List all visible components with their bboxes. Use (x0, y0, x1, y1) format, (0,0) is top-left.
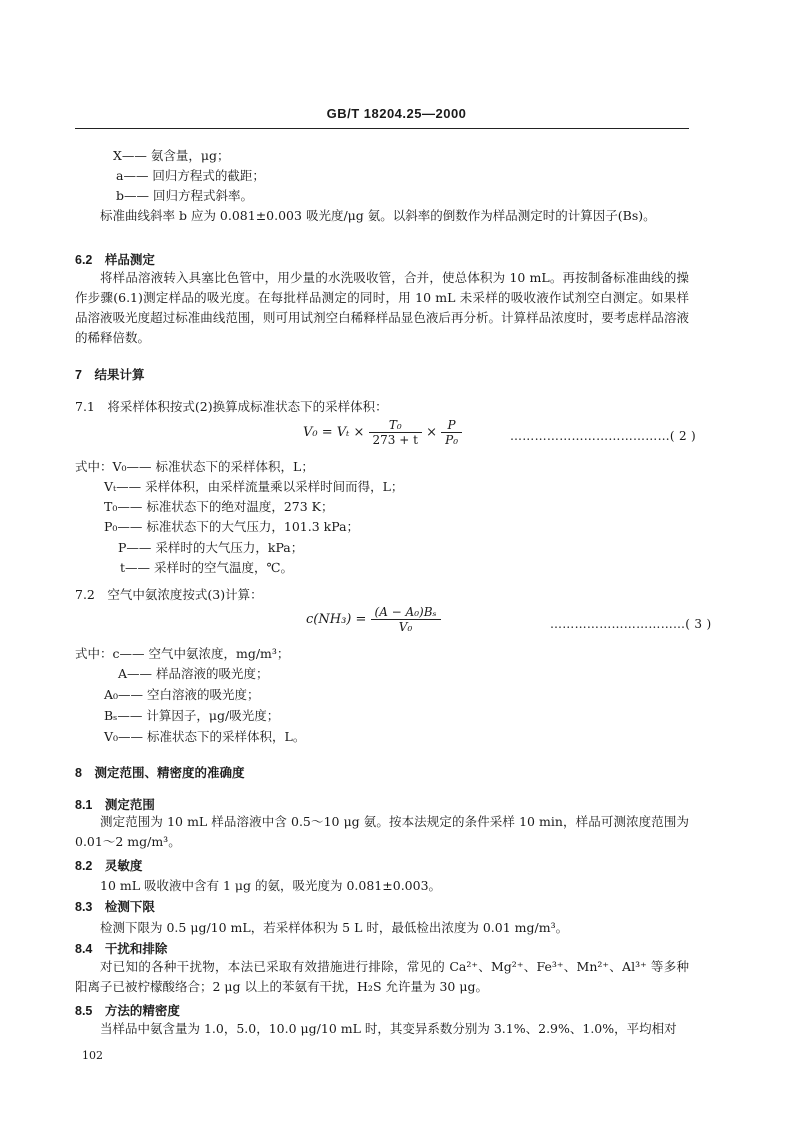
equation-3 (306, 605, 441, 634)
eq2-def-p: P—— 采样时的大气压力，kPa； (118, 540, 304, 555)
section-8-3-body: 检测下限为 0.5 μg/10 mL，若采样体积为 5 L 时，最低检出浓度为 0.01 mg/m³。 (100, 920, 569, 935)
eq3-num: (A − A₀)Bₛ (371, 605, 441, 620)
standard-header: GB/T 18204.25—2000 (326, 106, 467, 121)
eq3-def-a: A—— 样品溶液的吸光度； (118, 666, 269, 681)
section-8-1-heading: 8.1 测定范围 (75, 798, 155, 812)
eq2-lhs: V₀ = Vₜ × (303, 425, 365, 440)
eq2-def-v0: 式中：V₀—— 标准状态下的采样体积，L； (75, 459, 314, 474)
eq2-num1: T₀ (369, 418, 422, 433)
section-8-5-heading: 8.5 方法的精密度 (75, 1004, 180, 1018)
eq2-def-t: t—— 采样时的空气温度，℃。 (120, 560, 293, 575)
eq3-lhs: c(NH₃) = (306, 612, 367, 627)
section-7-2: 7.2 空气中氨浓度按式(3)计算： (75, 587, 263, 602)
def-b: b—— 回归方程式斜率。 (116, 188, 253, 203)
header-rule (75, 128, 689, 129)
section-8-4-body: 对已知的各种干扰物，本法已采取有效措施进行排除，常见的 Ca²⁺、Mg²⁺、Fe³⁺、Mn²⁺、Al³⁺ 等多种阳离子已被柠檬酸络合；2 μg 以上的苯氨有干扰，H₂S 允许量为 30 μg。 (75, 959, 689, 994)
eq2-den2: P₀ (445, 433, 459, 447)
equation-3-number: ……………………………( 3 ) (550, 617, 712, 631)
section-8-2-body: 10 mL 吸收液中含有 1 μg 的氨，吸光度为 0.081±0.003。 (100, 878, 442, 893)
section-6-2-heading: 6.2 样品测定 (75, 253, 155, 267)
equation-2 (303, 418, 462, 447)
section-8-3-heading: 8.3 检测下限 (75, 900, 155, 914)
section-7-1: 7.1 将采样体积按式(2)换算成标准状态下的采样体积： (75, 399, 388, 414)
def-a: a—— 回归方程式的截距； (116, 168, 265, 183)
slope-paragraph: 标准曲线斜率 b 应为 0.081±0.003 吸光度/μg 氨。以斜率的倒数作为样品测定时的计算因子(Bs)。 (100, 208, 656, 223)
eq3-def-v0: V₀—— 标准状态下的采样体积，L。 (104, 729, 306, 744)
section-8-5-body: 当样品中氨含量为 1.0，5.0，10.0 μg/10 mL 时，其变异系数分别为 3.1%、2.9%、1.0%，平均相对 (100, 1021, 677, 1036)
page-number: 102 (82, 1049, 103, 1062)
eq2-times: × (426, 425, 437, 440)
section-8-2-heading: 8.2 灵敏度 (75, 859, 143, 873)
eq2-fraction-1 (369, 418, 422, 447)
eq3-def-a0: A₀—— 空白溶液的吸光度； (104, 687, 260, 702)
section-8-heading: 8 测定范围、精密度的准确度 (75, 766, 245, 780)
eq3-den: V₀ (398, 620, 413, 634)
section-8-1-body: 测定范围为 10 mL 样品溶液中含 0.5～10 μg 氨。按本法规定的条件采样 10 min，样品可测浓度范围为 0.01～2 mg/m³。 (75, 814, 689, 849)
eq2-fraction-2 (441, 418, 462, 447)
section-8-4-heading: 8.4 干扰和排除 (75, 942, 168, 956)
eq2-def-p0: P₀—— 标准状态下的大气压力，101.3 kPa； (104, 519, 360, 534)
section-7-heading: 7 结果计算 (75, 368, 145, 382)
eq3-def-c: 式中：c—— 空气中氨浓度，mg/m³； (75, 646, 290, 661)
eq2-def-vt: Vₜ—— 采样体积，由采样流量乘以采样时间而得，L； (104, 479, 404, 494)
eq2-den1: 273 + t (372, 433, 418, 447)
equation-2-number: …………………………………( 2 ) (510, 429, 697, 443)
eq3-fraction (371, 605, 441, 634)
eq2-def-t0: T₀—— 标准状态下的绝对温度，273 K； (104, 499, 334, 514)
def-x: X—— 氨含量，μg； (113, 148, 230, 163)
eq3-def-bs: Bₛ—— 计算因子，μg/吸光度； (104, 708, 280, 723)
section-6-2-body: 将样品溶液转入具塞比色管中，用少量的水洗吸收管，合并，使总体积为 10 mL。再按制备标准曲线的操作步骤(6.1)测定样品的吸光度。在每批样品测定的同时，用 10 mL 未采样的吸收液作试剂空白测定。如果样品溶液吸光度超过标准曲线范围，则可用试剂空白稀释样品显色液后再分析。计算样品浓度时，要考虑样品溶液的稀释倍数。 (75, 270, 689, 345)
eq2-num2: P (441, 418, 462, 433)
